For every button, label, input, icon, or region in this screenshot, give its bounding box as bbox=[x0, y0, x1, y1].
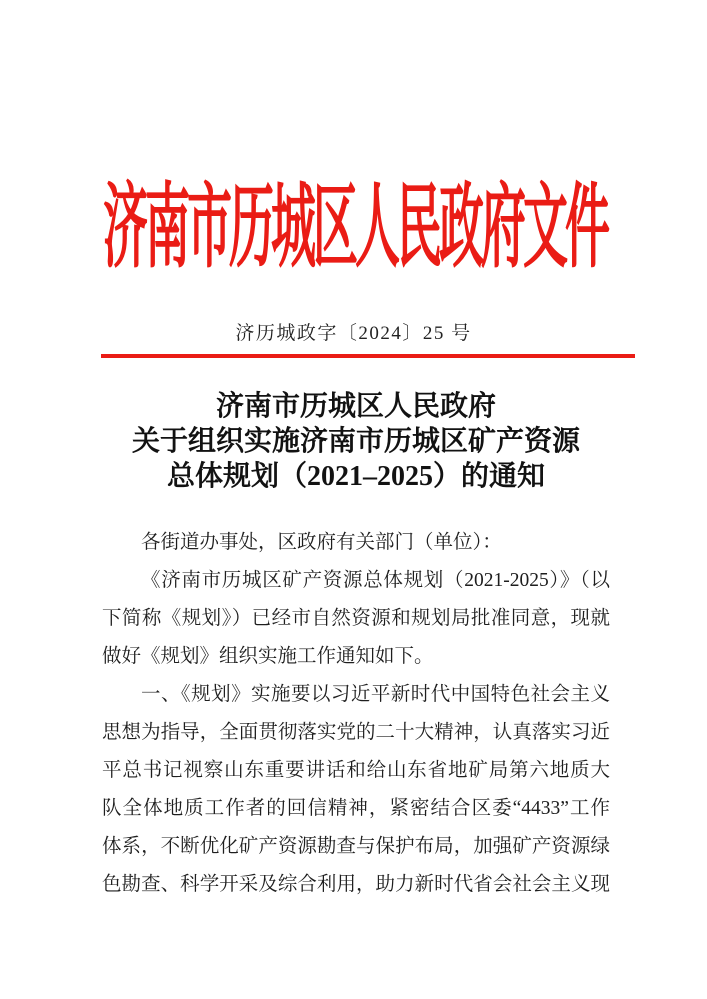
document-title-line-2: 关于组织实施济南市历城区矿产资源 bbox=[131, 426, 580, 457]
body-text-line: 《济南市历城区矿产资源总体规划（2021-2025）》（以 bbox=[141, 570, 610, 591]
red-header-banner bbox=[90, 152, 620, 280]
body-text-line: 做好《规划》组织实施工作通知如下。 bbox=[102, 646, 434, 667]
red-header-banner-text: 济南市历城区人民政府文件 bbox=[102, 176, 607, 280]
document-title-line-3: 总体规划（2021–2025）的通知 bbox=[166, 461, 545, 492]
red-divider-line bbox=[101, 354, 635, 358]
body-text-line: 下简称《规划》）已经市自然资源和规划局批准同意，现就 bbox=[102, 608, 610, 629]
document-title-line-1: 济南市历城区人民政府 bbox=[215, 391, 496, 422]
document-title bbox=[98, 389, 614, 494]
body-text-line: 平总书记视察山东重要讲话和给山东省地矿局第六地质大 bbox=[102, 760, 610, 781]
body-text-line: 一、《规划》实施要以习近平新时代中国特色社会主义 bbox=[141, 684, 610, 705]
body-text-line: 思想为指导，全面贯彻落实党的二十大精神，认真落实习近 bbox=[102, 722, 610, 743]
document-body bbox=[102, 524, 610, 904]
body-text-line: 队全体地质工作者的回信精神，紧密结合区委“4433”工作 bbox=[102, 798, 610, 819]
document-number: 济历城政字〔2024〕25 号 bbox=[235, 323, 472, 344]
body-text-line: 体系，不断优化矿产资源勘查与保护布局，加强矿产资源绿 bbox=[102, 836, 610, 857]
body-text-line: 色勘查、科学开采及综合利用，助力新时代省会社会主义现 bbox=[102, 874, 610, 895]
salutation-line: 各街道办事处，区政府有关部门（单位）： bbox=[141, 532, 502, 553]
